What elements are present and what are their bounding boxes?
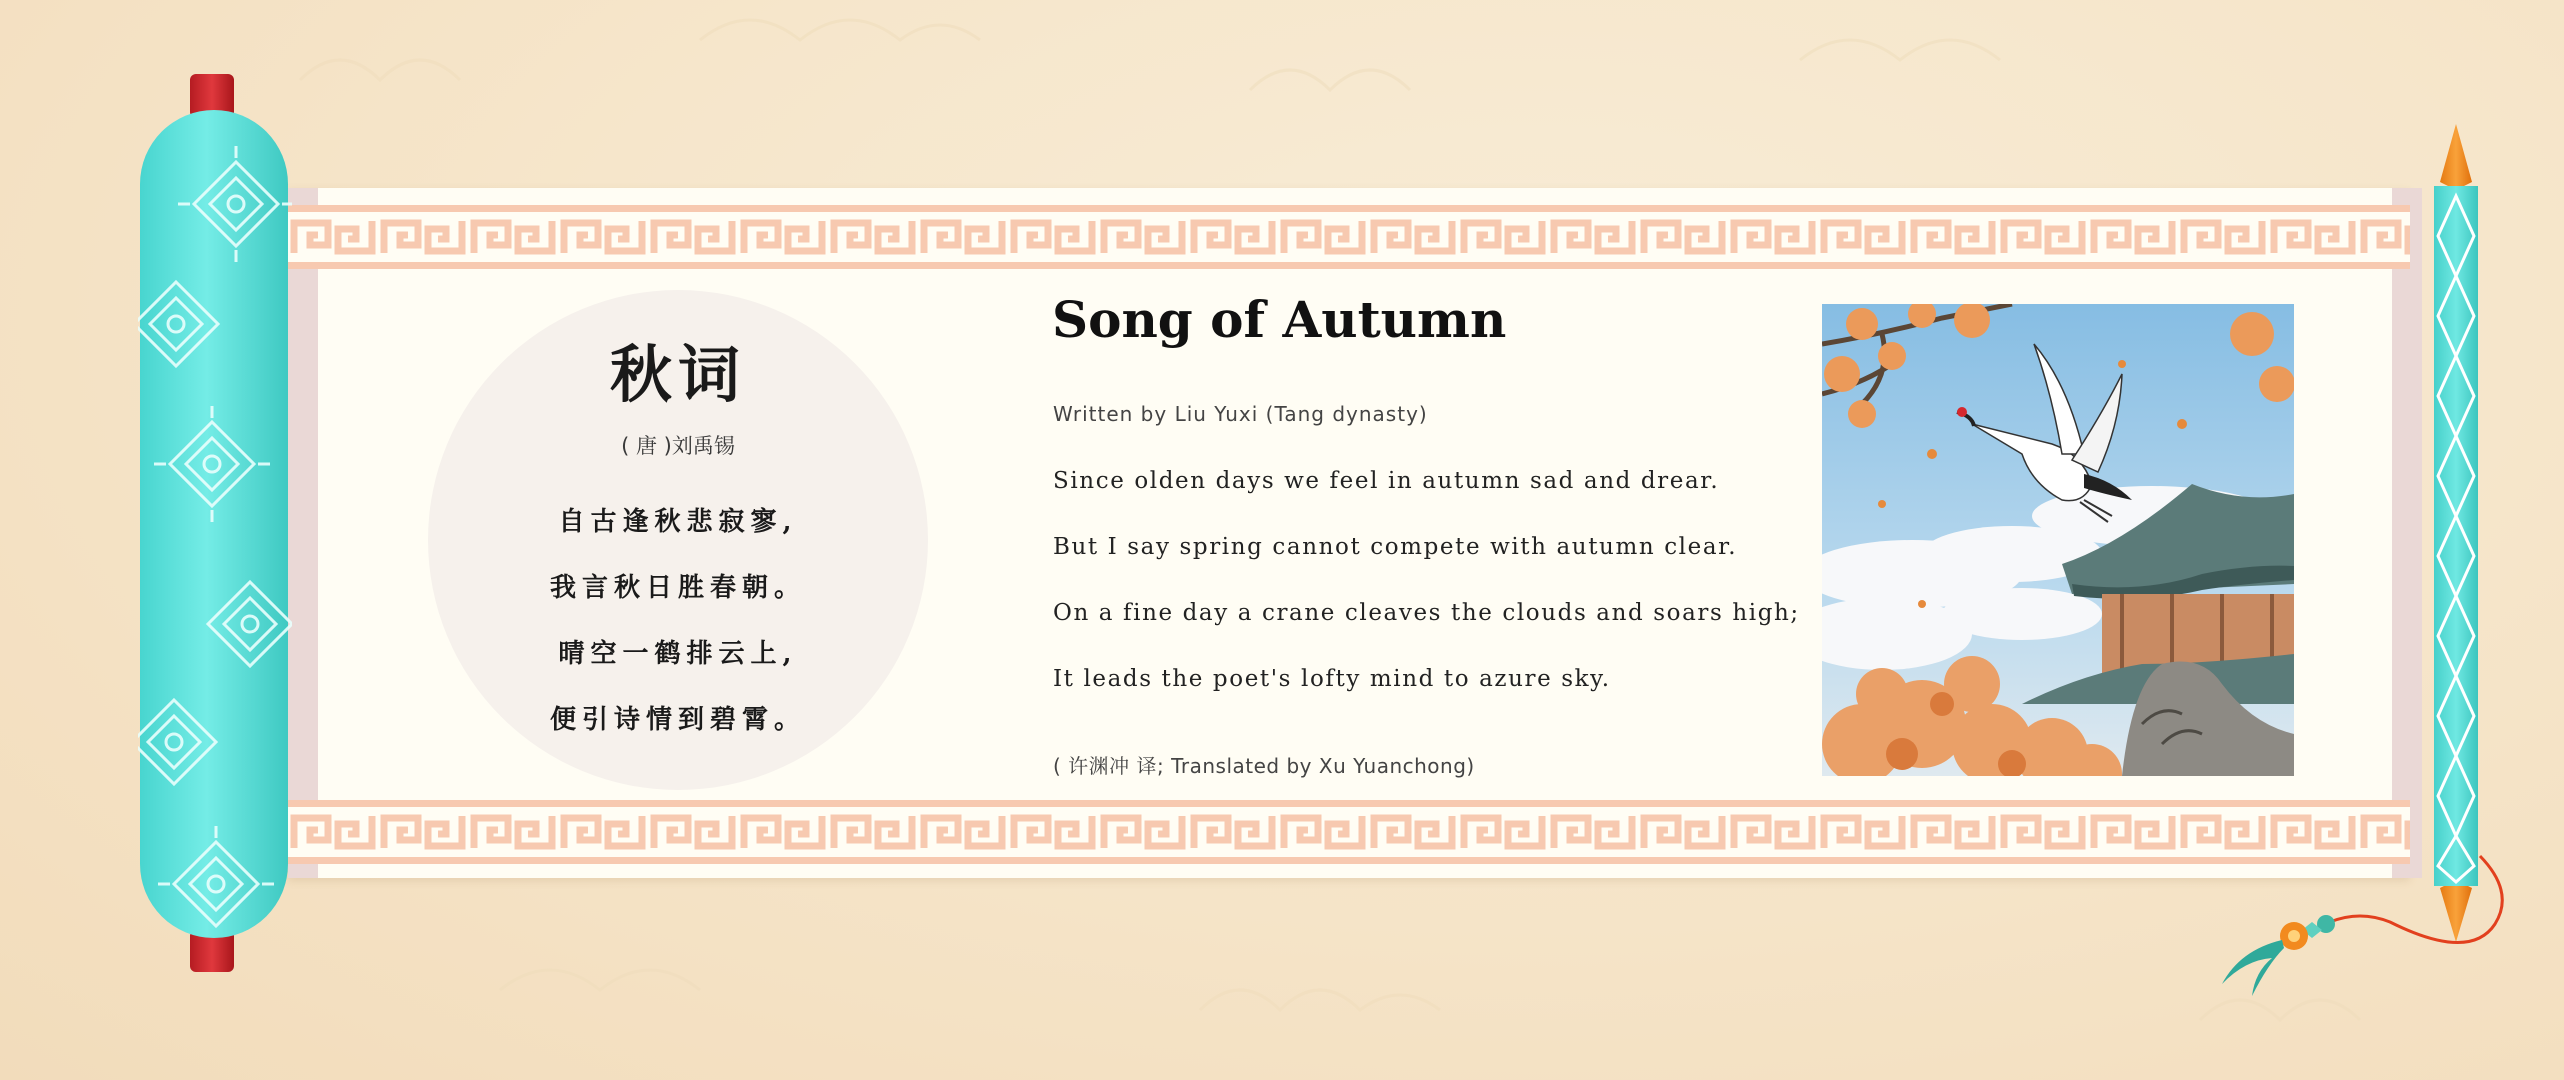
chinese-poem-lines: [428, 496, 928, 760]
english-poem-line: But I say spring cannot compete with autumn clear.: [1053, 534, 1738, 560]
chinese-poem-line: 我言秋日胜春朝。: [549, 573, 806, 603]
english-poem-lines: [1053, 464, 1800, 728]
fret-border-top: [288, 205, 2410, 269]
tassel-icon: [2040, 852, 2520, 1012]
scroll-roller-icon: [138, 74, 292, 974]
scroll-rod-icon: [2404, 122, 2508, 948]
english-poem-line: On a fine day a crane cleaves the clouds and soars high;: [1053, 600, 1800, 626]
chinese-poem-line: 自古逢秋悲寂寥,: [558, 507, 798, 537]
chinese-poem-author: ( 唐 )刘禹锡: [621, 434, 735, 458]
chinese-poem-title: 秋词: [609, 338, 746, 411]
english-poem-line: Since olden days we feel in autumn sad and drear.: [1053, 468, 1720, 494]
paper-edge-left: [288, 188, 318, 878]
english-poem-title: Song of Autumn: [1052, 290, 1507, 349]
english-poem-byline: Written by Liu Yuxi (Tang dynasty): [1053, 402, 1428, 426]
translator-credit: ( 许渊冲 译; Translated by Xu Yuanchong): [1053, 754, 1475, 778]
english-poem-line: It leads the poet's lofty mind to azure sky.: [1053, 666, 1611, 692]
chinese-poem-line: 晴空一鹤排云上,: [558, 639, 798, 669]
chinese-poem-line: 便引诗情到碧霄。: [549, 705, 806, 735]
crane-pavilion-painting: [1822, 304, 2294, 776]
